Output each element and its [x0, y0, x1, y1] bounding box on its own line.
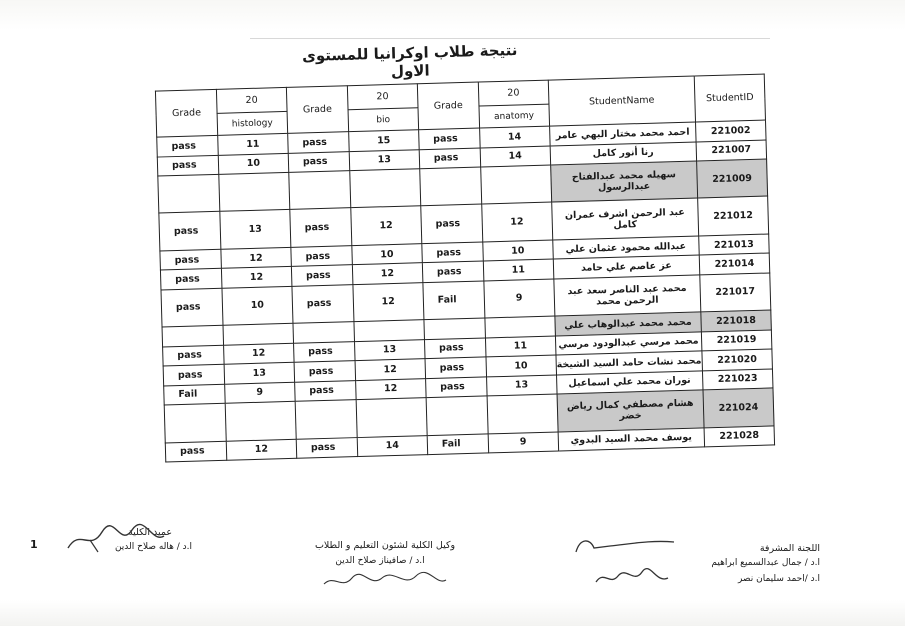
student-name-cell: محمد عبد الناصر سعد عبد الرحمن محمد	[554, 275, 701, 316]
header-anatomy-max: 20	[478, 80, 549, 106]
anatomy-score-cell: 11	[483, 259, 554, 280]
student-name-cell: عز عاصم علي حامد	[553, 255, 700, 279]
grade-histology-cell: pass	[157, 135, 218, 156]
student-id-cell: 221013	[699, 234, 770, 255]
header-histology: histology	[217, 111, 288, 135]
vice-dean-signature	[320, 570, 450, 592]
bio-score-cell	[350, 169, 421, 208]
grade-anatomy-cell	[424, 318, 485, 339]
grade-bio-cell	[289, 171, 351, 210]
grade-anatomy-cell: pass	[424, 338, 485, 359]
anatomy-score-cell	[485, 316, 556, 337]
student-id-cell: 221017	[700, 273, 771, 312]
grade-anatomy-cell: pass	[422, 242, 483, 263]
top-rule	[250, 38, 770, 39]
histology-score-cell: 12	[221, 267, 292, 288]
committee-signature-1	[570, 532, 680, 558]
header-grade-bio: Grade	[286, 86, 348, 134]
grade-histology-cell: pass	[163, 364, 224, 385]
student-id-cell: 221024	[703, 388, 774, 427]
grade-histology-cell: pass	[160, 269, 221, 290]
grade-bio-cell: pass	[295, 380, 356, 401]
grade-histology-cell: pass	[163, 345, 224, 366]
grade-bio-cell: pass	[292, 284, 354, 323]
student-id-cell: 221018	[701, 310, 772, 331]
anatomy-score-cell: 9	[488, 431, 559, 452]
grade-anatomy-cell: Fail	[427, 433, 488, 454]
committee-title: اللجنة المشرفة	[759, 543, 820, 554]
student-name-cell: يوسف محمد السيد البدوي	[558, 427, 705, 451]
student-name-cell: محمد مرسي عبدالودود مرسي	[555, 332, 702, 356]
anatomy-score-cell: 13	[486, 375, 557, 396]
grade-histology-cell	[158, 174, 220, 213]
student-id-cell: 221020	[702, 349, 773, 370]
bio-score-cell: 15	[348, 130, 419, 151]
header-grade-histology: Grade	[155, 89, 217, 137]
bio-score-cell	[354, 320, 425, 341]
histology-score-cell	[219, 172, 290, 211]
grade-anatomy-cell: Fail	[423, 281, 485, 320]
student-id-cell: 221014	[699, 253, 770, 274]
grade-anatomy-cell	[420, 167, 482, 206]
header-grade-anatomy: Grade	[417, 82, 479, 130]
grade-bio-cell	[293, 322, 354, 343]
bio-score-cell: 13	[349, 149, 420, 170]
student-id-cell: 221023	[702, 369, 773, 390]
grade-bio-cell: pass	[288, 132, 349, 153]
histology-score-cell	[225, 401, 296, 440]
header-anatomy: anatomy	[479, 104, 550, 128]
header-bio: bio	[348, 108, 419, 132]
anatomy-score-cell: 10	[483, 240, 554, 261]
student-name-cell: رنا أنور كامل	[550, 142, 697, 166]
student-id-cell: 221002	[695, 120, 766, 141]
document-title: نتيجة طلاب اوكرانيا للمستوى الاول	[301, 40, 518, 81]
grade-bio-cell: pass	[291, 265, 352, 286]
bio-score-cell: 13	[354, 339, 425, 360]
dean-signature	[60, 518, 170, 558]
grade-bio-cell	[295, 400, 357, 439]
student-name-cell: محمد نشات حامد السيد الشيخة	[556, 351, 703, 375]
histology-score-cell: 10	[222, 286, 293, 325]
anatomy-score-cell: 11	[485, 336, 556, 357]
grade-bio-cell: pass	[296, 437, 357, 458]
student-name-cell: احمد محمد مختار البهي عامر	[549, 122, 696, 146]
grade-bio-cell: pass	[293, 341, 354, 362]
grade-anatomy-cell: pass	[422, 261, 483, 282]
results-table-wrapper	[155, 74, 775, 463]
histology-score-cell: 12	[226, 439, 297, 460]
grade-histology-cell: pass	[159, 212, 221, 251]
grade-histology-cell: pass	[161, 288, 223, 327]
grade-anatomy-cell	[426, 396, 488, 435]
dean-title: عميد الكلية	[128, 527, 172, 538]
bio-score-cell	[356, 398, 427, 437]
dean-name: ا.د / هاله صلاح الدين	[114, 542, 192, 552]
results-table	[155, 74, 775, 463]
header-histology-max: 20	[216, 87, 287, 113]
grade-bio-cell: pass	[294, 361, 355, 382]
histology-score-cell: 13	[224, 362, 295, 383]
anatomy-score-cell: 14	[480, 146, 551, 167]
page-number: 1	[30, 538, 38, 551]
grade-histology-cell: Fail	[164, 384, 225, 405]
histology-score-cell: 13	[220, 210, 291, 249]
student-name-cell: سهيله محمد عبدالفتاح عبدالرسول	[550, 161, 697, 202]
histology-score-cell	[223, 323, 294, 344]
grade-histology-cell: pass	[157, 155, 218, 176]
anatomy-score-cell: 9	[484, 279, 555, 318]
bio-score-cell: 12	[355, 359, 426, 380]
grade-histology-cell: pass	[165, 441, 226, 462]
student-id-cell: 221012	[698, 196, 769, 235]
student-id-cell: 221019	[701, 330, 772, 351]
grade-histology-cell	[164, 403, 226, 442]
header-student-id: StudentID	[694, 74, 765, 122]
grade-bio-cell: pass	[290, 208, 352, 247]
student-name-cell: هشام مصطفي كمال رياض خضر	[557, 390, 704, 431]
bio-score-cell: 12	[352, 263, 423, 284]
grade-anatomy-cell: pass	[418, 128, 479, 149]
histology-score-cell: 11	[218, 133, 289, 154]
histology-score-cell: 9	[225, 382, 296, 403]
header-bio-max: 20	[347, 84, 418, 110]
anatomy-score-cell	[487, 394, 558, 433]
student-id-cell: 221007	[696, 140, 767, 161]
bio-score-cell: 12	[353, 282, 424, 321]
anatomy-score-cell	[480, 165, 551, 204]
histology-score-cell: 12	[223, 343, 294, 364]
student-id-cell: 221028	[704, 425, 775, 446]
grade-anatomy-cell: pass	[425, 357, 486, 378]
committee-member2: ا.د /احمد سليمان نصر	[737, 574, 820, 584]
committee-signature-2	[592, 566, 672, 590]
committee-member1: ا.د / جمال عبدالسميع ابراهيم	[711, 558, 820, 568]
grade-bio-cell: pass	[288, 151, 349, 172]
grade-anatomy-cell: pass	[421, 204, 483, 243]
bio-score-cell: 14	[357, 435, 428, 456]
vice-dean-name: ا.د / صافيناز صلاح الدين	[335, 556, 425, 566]
grade-histology-cell: pass	[160, 249, 221, 270]
bio-score-cell: 12	[351, 206, 422, 245]
header-student-name: StudentName	[548, 76, 695, 126]
bio-score-cell: 10	[352, 243, 423, 264]
grade-anatomy-cell: pass	[425, 377, 486, 398]
anatomy-score-cell: 14	[479, 126, 550, 147]
grade-histology-cell	[162, 325, 223, 346]
anatomy-score-cell: 10	[486, 355, 557, 376]
bio-score-cell: 12	[355, 378, 426, 399]
student-id-cell: 221009	[697, 159, 768, 198]
student-name-cell: محمد محمد عبدالوهاب علي	[555, 312, 702, 336]
grade-anatomy-cell: pass	[419, 148, 480, 169]
student-name-cell: عبدالله محمود عثمان علي	[553, 236, 700, 260]
grade-bio-cell: pass	[291, 245, 352, 266]
histology-score-cell: 10	[218, 153, 289, 174]
results-table-body	[157, 120, 775, 462]
student-name-cell: عبد الرحمن اشرف عمران كامل	[551, 198, 698, 239]
anatomy-score-cell: 12	[481, 202, 552, 241]
student-name-cell: نوران محمد علي اسماعيل	[556, 371, 703, 395]
histology-score-cell: 12	[221, 247, 292, 268]
vice-dean-title: وكيل الكلية لشئون التعليم و الطلاب	[314, 540, 456, 551]
